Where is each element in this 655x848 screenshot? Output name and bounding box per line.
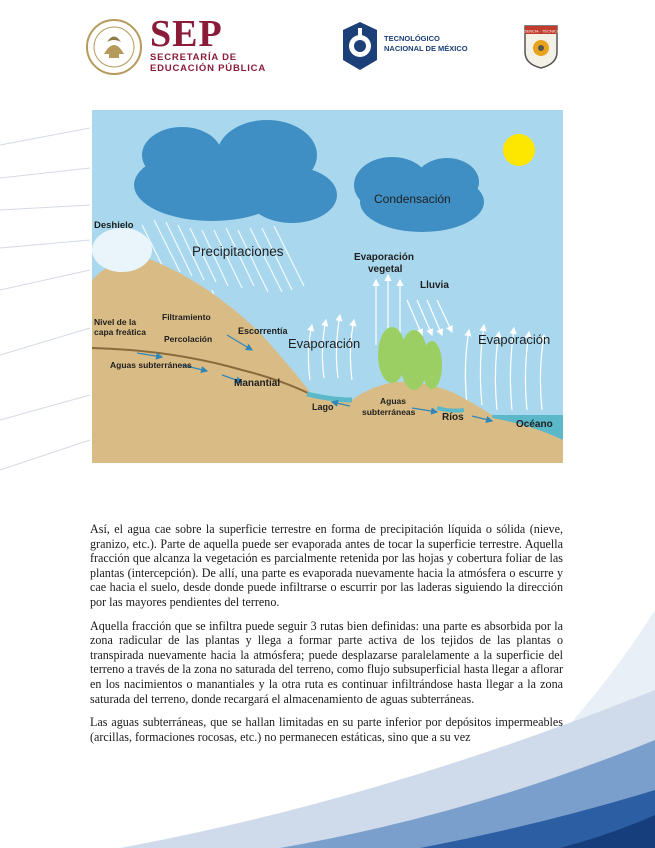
sep-title: SEP: [150, 13, 223, 55]
paragraph-3: Las aguas subterráneas, que se hallan limitadas en su parte inferior por depósitos impermeables (arcillas, formaciones rocosas, etc.) no permanecen estáticas, sino que a su vez: [90, 715, 563, 744]
label-evaporacion-left: Evaporación: [288, 336, 361, 351]
label-nivel-2: capa freática: [94, 327, 146, 337]
tecnm-wordmark: [384, 34, 468, 54]
paragraph-2: Aquella fracción que se infiltra puede seguir 3 rutas bien definidas: una parte es absorbida por la zona radicular de las plantas y llega a formar parte activa de los tejidos de las plantas o transpirada nuevamente hacia la atmósfera; puede desplazarse paralelamente a la superficie del terreno a través de la zona no saturada del terreno, como flujo subsuperficial hasta llegar a aflorar en los nacimientos o manantiales y la otra ruta es continuar infiltrándose hasta llegar a la zona saturada del terreno, donde recargará el almacenamiento de aguas subterráneas.: [90, 618, 563, 706]
label-nivel-1: Nivel de la: [94, 317, 137, 327]
label-lluvia: Lluvia: [420, 280, 449, 291]
tecnm-logo: [340, 20, 380, 72]
precipitation-cloud: [134, 120, 337, 223]
label-evaporacion-vegetal-1: Evaporación: [354, 252, 415, 263]
water-cycle-figure: [92, 110, 563, 463]
label-escorrentia: Escorrentía: [238, 326, 288, 336]
label-lago: Lago: [312, 402, 334, 412]
sep-wordmark: [150, 13, 266, 74]
institute-logo-text: CIENCIA · TÉCNICA: [522, 28, 560, 34]
tecnm-line-2: NACIONAL DE MÉXICO: [384, 44, 468, 53]
label-percolacion: Percolación: [164, 334, 213, 344]
label-filtramiento: Filtramiento: [162, 312, 211, 322]
label-manantial: Manantial: [234, 378, 281, 389]
label-rios: Ríos: [442, 412, 464, 423]
sun-icon: [503, 134, 535, 166]
page-header: [0, 0, 655, 90]
institute-shield-logo: [521, 22, 561, 70]
body-text: [90, 522, 563, 753]
label-evaporacion-right: Evaporación: [478, 332, 551, 347]
snow-cap: [92, 228, 152, 272]
label-evaporacion-vegetal-2: vegetal: [368, 264, 403, 275]
label-aguas-center-1: Aguas: [380, 396, 406, 406]
label-oceano: Océano: [516, 419, 553, 430]
tecnm-line-1: TECNOLÓGICO: [384, 34, 440, 43]
label-deshielo: Deshielo: [94, 220, 134, 231]
label-aguas-subterraneas-left: Aguas subterráneas: [110, 360, 192, 370]
label-precipitaciones: Precipitaciones: [192, 244, 284, 259]
paragraph-1: Así, el agua cae sobre la superficie terrestre en forma de precipitación líquida o sólida (nieve, granizo, etc.). Parte de aquella puede ser evaporada antes de tocar la superficie terrestre. Aquella fracción que alcanza la vegetación es parcialmente retenida por las hojas y cobertura foliar de las plantas (intercepción). De allí, una parte es evaporada nuevamente hacia la atmósfera o escurre y cae hacia el suelo, desde donde puede infiltrarse o escurrir por las laderas siguiendo la dirección por las mayores pendientes del terreno.: [90, 522, 563, 609]
sep-subtitle-line-2: EDUCACIÓN PÚBLICA: [150, 63, 266, 74]
sep-subtitle-line-1: SECRETARÍA DE: [150, 52, 237, 63]
label-aguas-center-2: subterráneas: [362, 407, 416, 417]
label-condensacion: Condensación: [374, 192, 451, 206]
mexico-coat-of-arms-logo: [85, 16, 143, 78]
